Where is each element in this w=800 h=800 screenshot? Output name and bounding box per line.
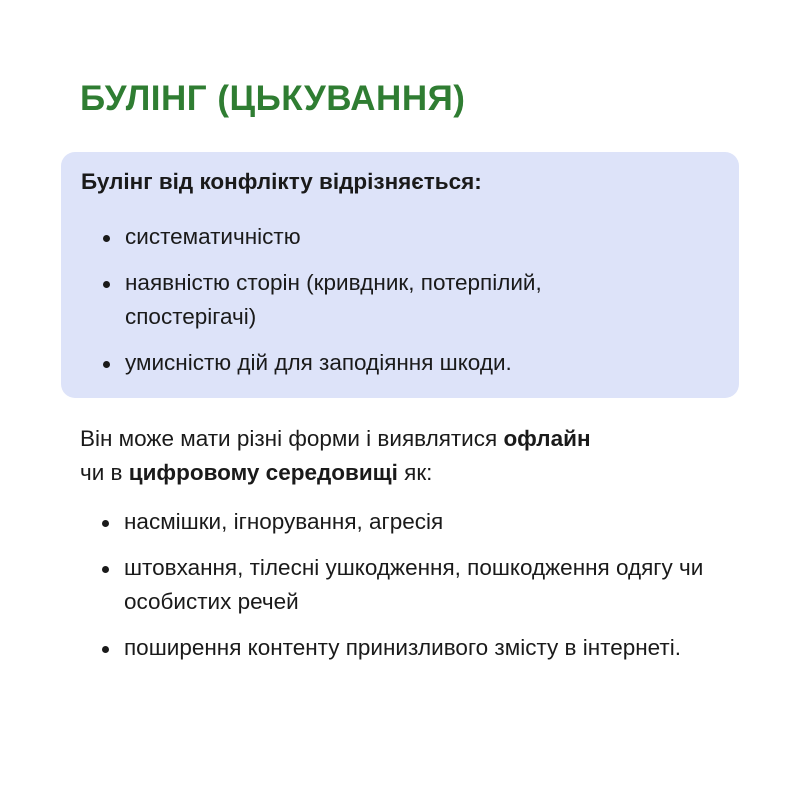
intro-text-3: як:	[397, 460, 433, 485]
list-item-text: наявністю сторін (кривдник, потерпілий, спостерігачі)	[125, 270, 542, 329]
intro-text-1: Він може мати різні форми і виявлятися	[80, 426, 504, 451]
bullet-icon	[102, 566, 109, 573]
list-item	[80, 631, 684, 665]
list-item	[81, 266, 665, 334]
bullet-icon	[102, 520, 109, 527]
intro-bold-digital: цифровому середовищі	[128, 460, 398, 485]
list-item	[81, 220, 731, 254]
intro-bold-offline: офлайн	[503, 426, 591, 451]
info-box-heading: Булінг від конфлікту відрізняється:	[81, 169, 482, 194]
list-item-text: штовхання, тілесні ушкодження, пошкодження одягу чи особистих речей	[124, 555, 704, 614]
list-item-text: насмішки, ігнорування, агресія	[124, 509, 444, 534]
list-item	[81, 346, 731, 380]
forms-list	[80, 505, 740, 677]
intro-paragraph	[80, 422, 740, 490]
intro-text-2: чи в	[80, 460, 129, 485]
list-item	[80, 551, 744, 619]
list-item-text: умисністю дій для заподіяння шкоди.	[125, 350, 512, 375]
bullet-icon	[103, 235, 110, 242]
list-item-text: систематичністю	[125, 224, 301, 249]
bullet-icon	[102, 646, 109, 653]
bullet-icon	[103, 281, 110, 288]
list-item-text: поширення контенту принизливого змісту в інтернеті.	[124, 635, 681, 660]
info-box-list	[81, 220, 731, 392]
info-box	[61, 152, 739, 398]
page-title: БУЛІНГ (ЦЬКУВАННЯ)	[80, 79, 466, 118]
list-item	[80, 505, 740, 539]
bullet-icon	[103, 361, 110, 368]
